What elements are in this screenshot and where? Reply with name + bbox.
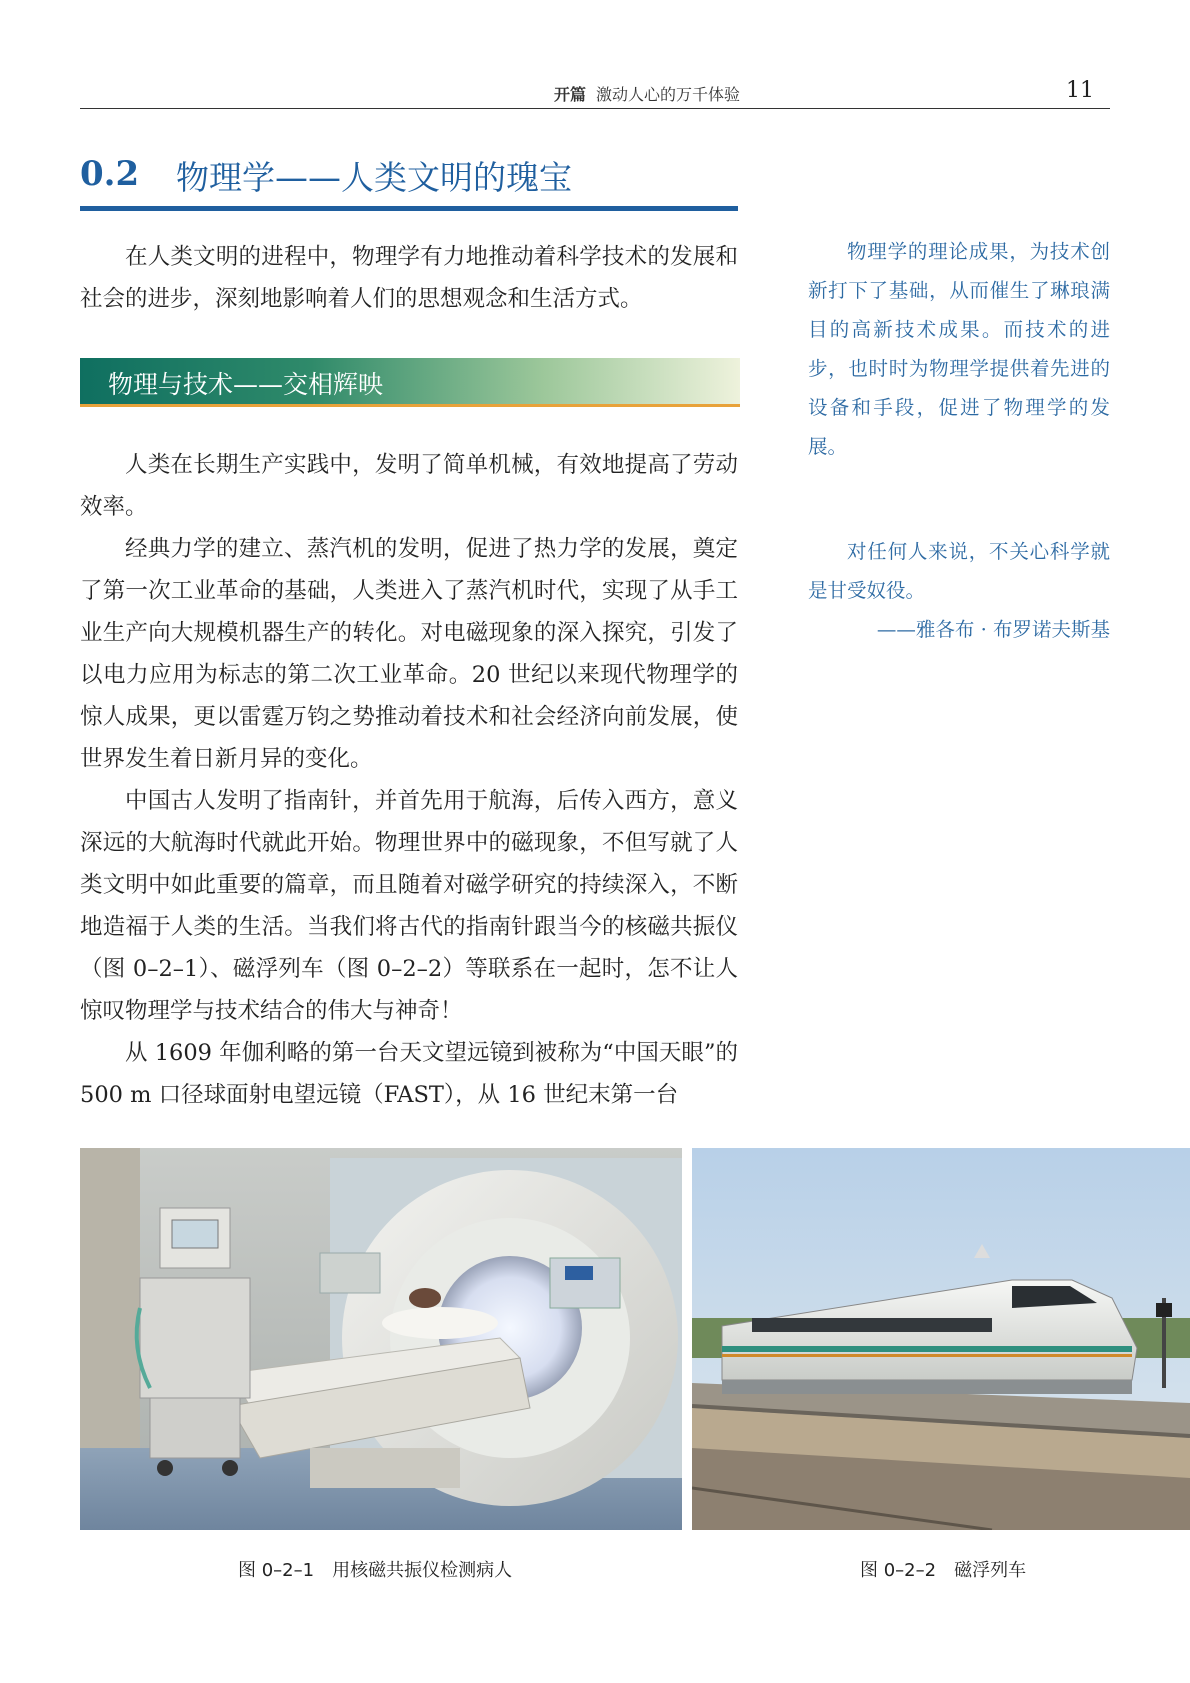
mri-photo [80,1148,682,1530]
paragraph: 中国古人发明了指南针，并首先用于航海，后传入西方，意义深远的大航海时代就此开始。物理世界中的磁现象，不但写就了人类文明中如此重要的篇章，而且随着对磁学研究的持续深入，不断地造福于人类的生活。当我们将古代的指南针跟当今的核磁共振仪（图 0–2–1）、磁浮列车（图 0–2–2）等联系在一起时，怎不让人惊叹物理学与技术结合的伟大与神奇！ [80,788,738,1024]
quote-attribution: ——雅各布 · 布罗诺夫斯基 [876,618,1110,641]
figure-number: 图 0–2–2 [860,1560,937,1581]
mri-illustration [80,1148,682,1530]
figure-caption-text: 用核磁共振仪检测病人 [332,1560,513,1581]
section-title: 物理学——人类文明的瑰宝 [176,158,572,197]
main-text [80,444,738,1116]
subsection-heading [80,358,740,407]
paragraph: 人类在长期生产实践中，发明了简单机械，有效地提高了劳动效率。 [80,452,738,520]
section-number: 0.2 [80,154,140,194]
paragraph: 从 1609 年伽利略的第一台天文望远镜到被称为“中国天眼”的 500 m 口径球面射电望远镜（FAST），从 16 世纪末第一台 [80,1040,738,1108]
margin-note [808,232,1110,466]
chapter-label: 开篇 [553,85,586,104]
chapter-subtitle: 激动人心的万千体验 [595,85,740,104]
figure-caption [238,1556,512,1582]
intro-paragraph: 在人类文明的进程中，物理学有力地推动着科学技术的发展和社会的进步，深刻地影响着人们的思想观念和生活方式。 [80,244,738,312]
maglev-photo [692,1148,1190,1530]
figure-caption-text: 磁浮列车 [954,1560,1027,1581]
quote-text: 对任何人来说，不关心科学就是甘受奴役。 [808,540,1110,602]
intro-text [80,236,738,320]
paragraph: 经典力学的建立、蒸汽机的发明，促进了热力学的发展，奠定了第一次工业革命的基础，人类进入了蒸汽机时代，实现了从手工业生产向大规模机器生产的转化。对电磁现象的深入探究，引发了以电力应用为标志的第二次工业革命。20 世纪以来现代物理学的惊人成果，更以雷霆万钧之势推动着技术和社会经济向前发展，使世界发生着日新月异的变化。 [80,536,738,772]
subsection-title: 物理与技术——交相辉映 [108,370,384,399]
margin-note-text: 物理学的理论成果，为技术创新打下了基础，从而催生了琳琅满目的高新技术成果。而技术的进步，也时时为物理学提供着先进的设备和手段，促进了物理学的发展。 [808,240,1110,458]
section-heading [80,148,738,211]
figure-caption [860,1556,1026,1582]
chapter-title [554,82,740,105]
margin-quote [808,532,1110,649]
maglev-illustration [692,1148,1190,1530]
page-number: 11 [1066,78,1094,103]
figure-number: 图 0–2–1 [238,1560,315,1581]
running-head [80,80,1110,109]
